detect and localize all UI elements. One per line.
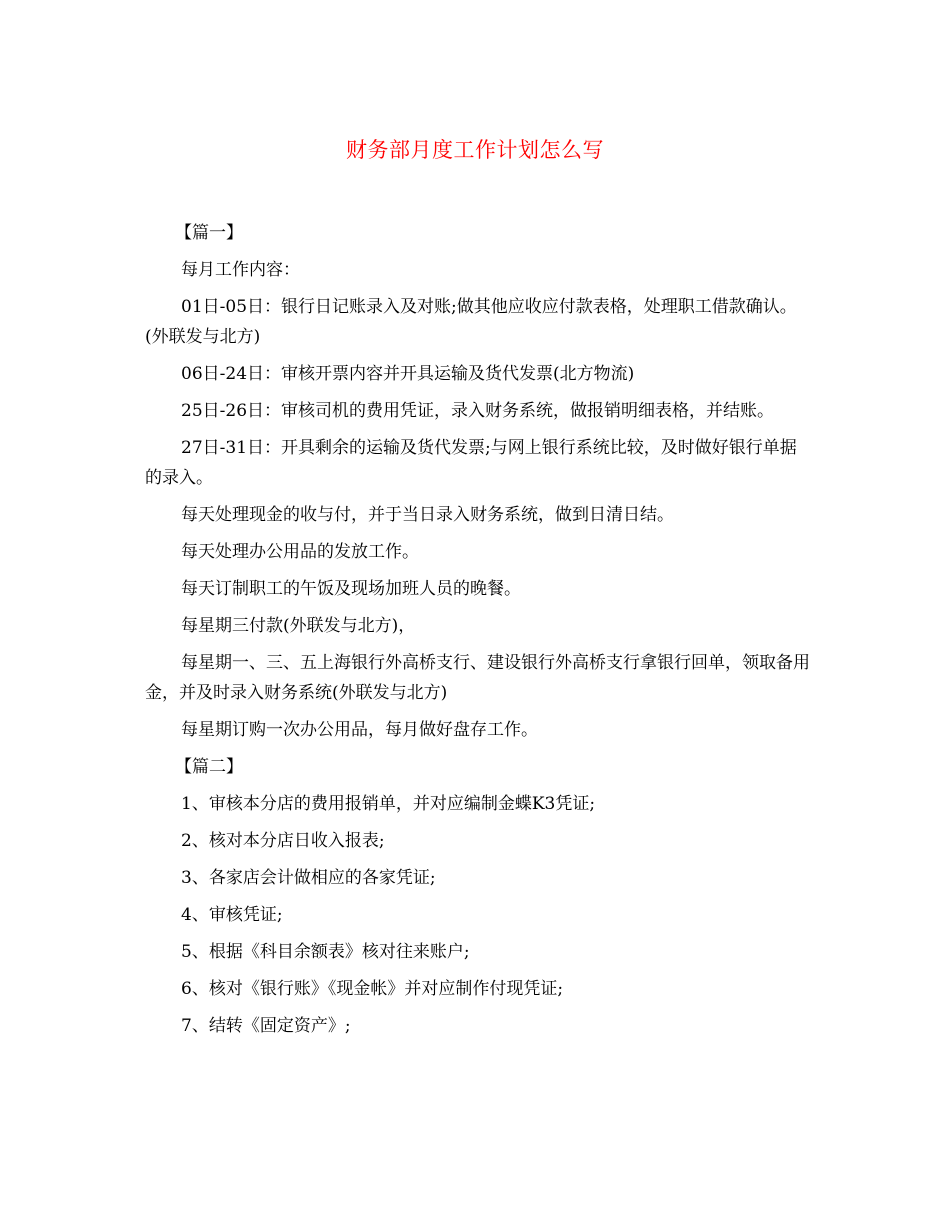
section-heading-1: 【篇一】 — [175, 223, 243, 243]
list-item: 7、结转《固定资产》; — [181, 1016, 351, 1036]
list-item: 3、各家店会计做相应的各家凭证; — [181, 868, 436, 888]
paragraph: 每星期三付款(外联发与北方)， — [181, 616, 416, 636]
paragraph: 25日-26日：审核司机的费用凭证，录入财务系统，做报销明细表格，并结账。 — [181, 401, 775, 421]
paragraph: 每月工作内容： — [181, 260, 300, 280]
list-item: 1、审核本分店的费用报销单，并对应编制金蝶K3凭证; — [181, 794, 596, 814]
paragraph: 06日-24日：审核开票内容并开具运输及货代发票(北方物流) — [181, 364, 635, 384]
list-item: 4、审核凭证; — [181, 905, 283, 925]
paragraph: 01日-05日：银行日记账录入及对账;做其他应收应付款表格，处理职工借款确认。(外联发与北方) — [145, 297, 797, 347]
paragraph: 每天处理现金的收与付，并于当日录入财务系统，做到日清日结。 — [181, 505, 674, 525]
paragraph: 每星期订购一次办公用品，每月做好盘存工作。 — [181, 720, 538, 740]
paragraph: 每天订制职工的午饭及现场加班人员的晚餐。 — [181, 579, 521, 599]
list-item: 6、核对《银行账》《现金帐》并对应制作付现凭证; — [181, 979, 564, 999]
paragraph: 27日-31日：开具剩余的运输及货代发票;与网上银行系统比较，及时做好银行单据的录入。 — [145, 438, 797, 488]
document-title: 财务部月度工作计划怎么写 — [346, 138, 604, 162]
list-item: 2、核对本分店日收入报表; — [181, 831, 385, 851]
section-heading-2: 【篇二】 — [175, 757, 243, 777]
document-body — [145, 218, 810, 1048]
paragraph: 每星期一、三、五上海银行外高桥支行、建设银行外高桥支行拿银行回单，领取备用金，并及时录入财务系统(外联发与北方) — [145, 653, 810, 703]
list-item: 5、根据《科目余额表》核对往来账户; — [181, 942, 470, 962]
paragraph: 每天处理办公用品的发放工作。 — [181, 542, 419, 562]
